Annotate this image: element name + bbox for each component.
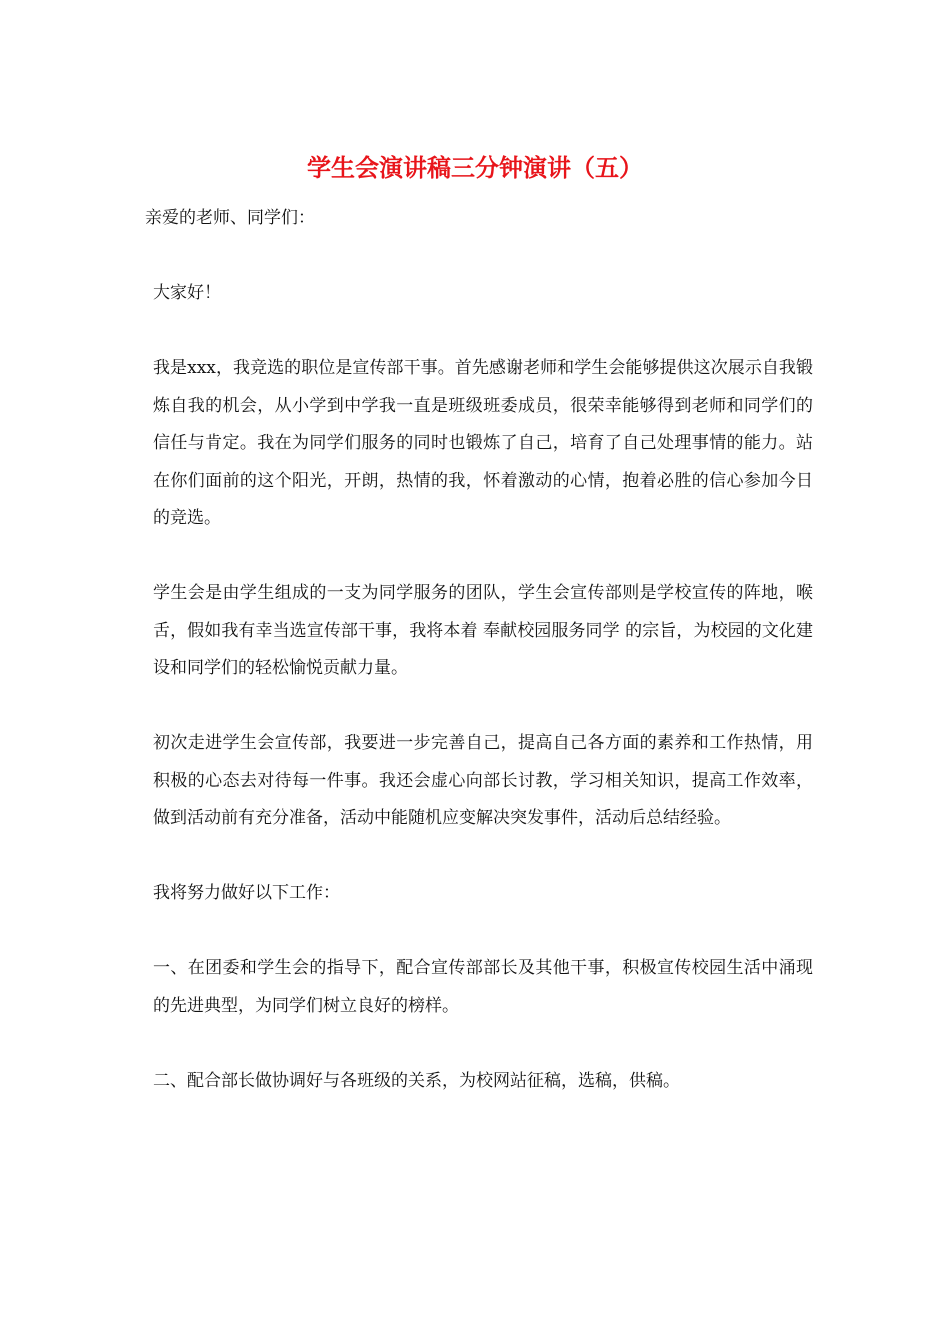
document-title: 学生会演讲稿三分钟演讲（五）	[307, 154, 643, 182]
document-body	[145, 200, 813, 1100]
salutation: 亲爱的老师、同学们：	[145, 208, 315, 228]
greeting-paragraph: 大家好！	[153, 283, 221, 303]
work-item-1: 一、在团委和学生会的指导下，配合宣传部部长及其他干事，积极宣传校园生活中涌现的先进典型，为同学们树立良好的榜样。	[153, 958, 813, 1016]
work-item-2: 二、配合部长做协调好与各班级的关系，为校网站征稿，选稿，供稿。	[153, 1070, 680, 1091]
student-union-paragraph: 学生会是由学生组成的一支为同学服务的团队，学生会宣传部则是学校宣传的阵地，喉舌，假如我有幸当选宣传部干事，我将本着 奉献校园服务同学 的宗旨，为校园的文化建设和同学们的轻松愉悦贡献力量。	[153, 583, 813, 678]
commitment-paragraph: 初次走进学生会宣传部，我要进一步完善自己，提高自己各方面的素养和工作热情，用积极的心态去对待每一件事。我还会虚心向部长讨教，学习相关知识，提高工作效率，做到活动前有充分准备，活动中能随机应变解决突发事件，活动后总结经验。	[153, 733, 813, 828]
self-introduction-paragraph: 我是xxx，我竞选的职位是宣传部干事。首先感谢老师和学生会能够提供这次展示自我锻炼自我的机会，从小学到中学我一直是班级班委成员，很荣幸能够得到老师和同学们的信任与肯定。我在为同学们服务的同时也锻炼了自己，培育了自己处理事情的能力。站在你们面前的这个阳光，开朗，热情的我，怀着激动的心情，抱着必胜的信心参加今日的竞选。	[153, 358, 813, 528]
work-plan-intro: 我将努力做好以下工作：	[153, 883, 340, 903]
